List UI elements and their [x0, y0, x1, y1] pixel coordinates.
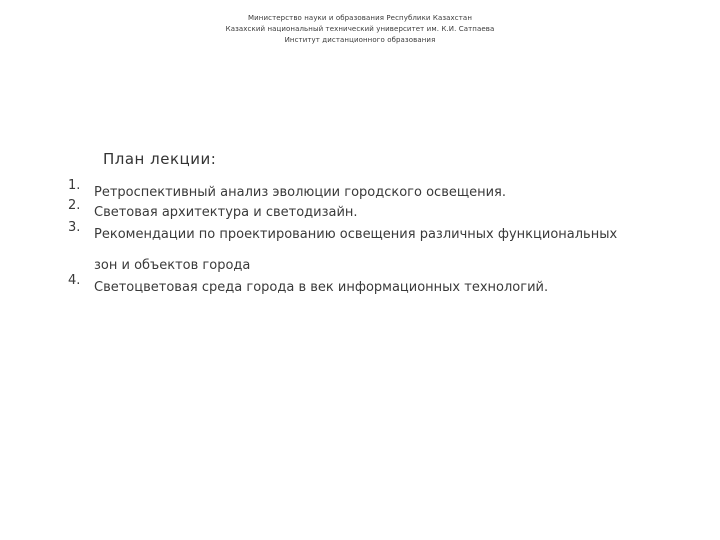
item-number: 1.	[68, 178, 81, 193]
lecture-plan-list	[68, 178, 688, 302]
item-text: Светоцветовая среда города в век информационных технологий.	[94, 280, 549, 295]
header-ministry: Министерство науки и образования Республики Казахстан	[248, 14, 472, 22]
plan-title: План лекции:	[103, 150, 217, 168]
item-text: Рекомендации по проектированию освещения различных функциональных	[94, 227, 618, 242]
header-institute: Институт дистанционного образования	[284, 36, 436, 44]
document-header	[0, 13, 720, 46]
item-text: Ретроспективный анализ эволюции городского освещения.	[94, 185, 507, 200]
item-text-continued: зон и объектов города	[94, 258, 251, 273]
header-university: Казахский национальный технический университет им. К.И. Сатпаева	[225, 25, 495, 33]
item-text: Световая архитектура и светодизайн.	[94, 205, 358, 220]
item-number: 3.	[68, 220, 81, 235]
item-number: 2.	[68, 198, 81, 213]
item-number: 4.	[68, 273, 81, 288]
list-item	[68, 219, 688, 279]
list-item	[68, 272, 688, 302]
